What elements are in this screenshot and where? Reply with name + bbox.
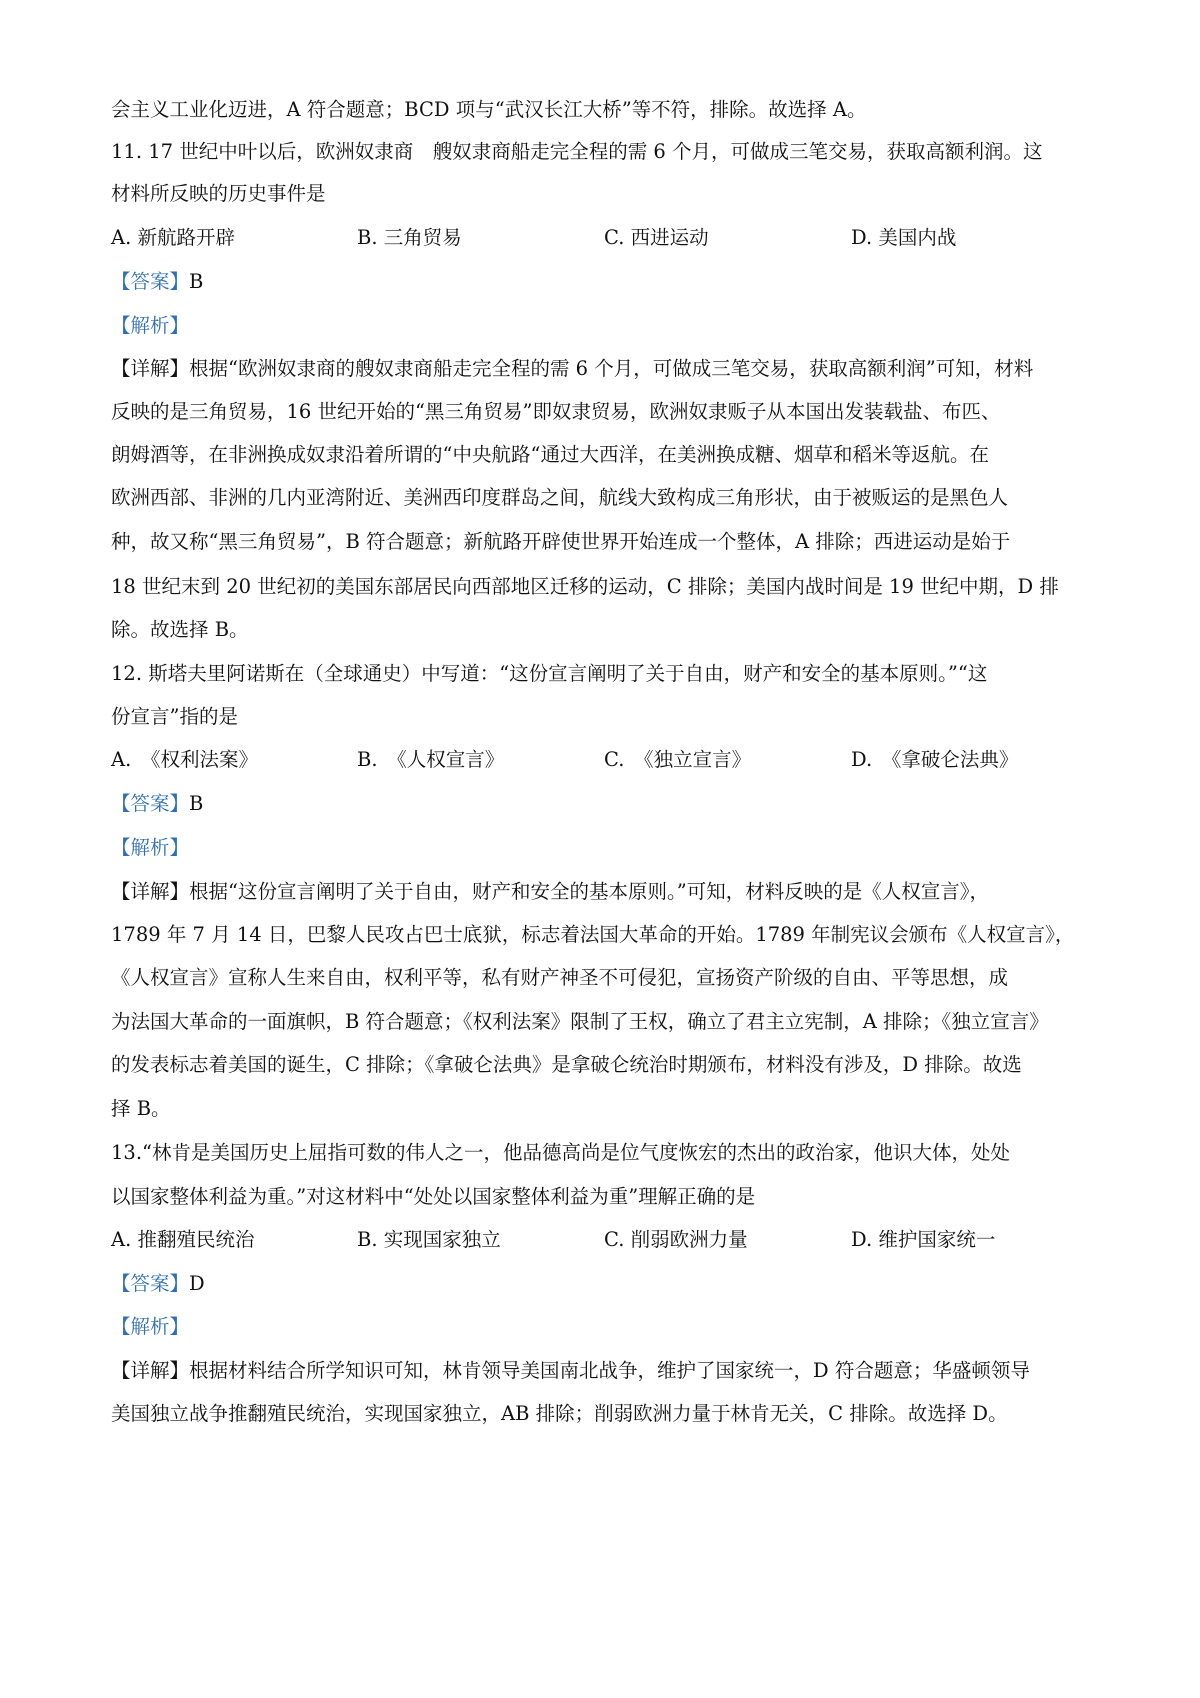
q13-analysis [111, 1315, 1101, 1339]
q13-option-c: C. 削弱欧洲力量 [604, 1228, 748, 1251]
q12-detail-line-6: 择 B。 [111, 1097, 171, 1120]
q13-option-d: D. 维护国家统一 [851, 1228, 996, 1251]
q12-analysis [111, 836, 1101, 860]
q13-stem-line-1: 13.“林肯是美国历史上屈指可数的伟人之一，他品德高尚是位气度恢宏的杰出的政治家，他识大体，处处 [111, 1141, 1010, 1164]
q11-stem-line-1: 11. 17 世纪中叶以后，欧洲奴隶商 艘奴隶商船走完全程的需 6 个月，可做成三笔交易，获取高额利润。这 [111, 140, 1043, 163]
q13-option-b: B. 实现国家独立 [357, 1228, 501, 1251]
detail-tag: 【详解】 [111, 1359, 190, 1382]
q12-answer [111, 792, 1101, 816]
answer-value: B [189, 792, 204, 815]
q12-detail-line-5: 的发表标志着美国的诞生，C 排除；《拿破仑法典》是拿破仑统治时期颁布，材料没有涉及，D 排除。故选 [111, 1053, 1022, 1076]
q12-detail-line-2: 1789 年 7 月 14 日，巴黎人民攻占巴士底狱，标志着法国大革命的开始。1789 年制宪议会颁布《人权宣言》， [111, 923, 1075, 946]
q12-option-c: C. 《独立宣言》 [604, 748, 752, 771]
q12-option-b: B. 《人权宣言》 [357, 748, 505, 771]
detail-tag: 【详解】 [111, 357, 190, 380]
detail-tag: 【详解】 [111, 880, 190, 903]
q11-detail-line-3: 朗姆酒等，在非洲换成奴隶沿着所谓的“中央航路“通过大西洋，在美洲换成糖、烟草和稻米等返航。在 [111, 443, 989, 466]
analysis-tag: 【解析】 [111, 314, 190, 337]
answer-value: B [189, 270, 204, 293]
q12-detail-line-4: 为法国大革命的一面旗帜，B 符合题意；《权利法案》限制了王权，确立了君主立宪制，A 排除；《独立宣言》 [111, 1010, 1049, 1033]
q11-detail-line-2: 反映的是三角贸易，16 世纪开始的“黑三角贸易”即奴隶贸易，欧洲奴隶贩子从本国出发装载盐、布匹、 [111, 400, 1001, 423]
q13-option-a: A. 推翻殖民统治 [111, 1228, 255, 1251]
answer-tag: 【答案】 [111, 270, 190, 293]
q12-option-a: A. 《权利法案》 [111, 748, 259, 771]
answer-tag: 【答案】 [111, 792, 190, 815]
q11-detail-line-5: 种，故又称“黑三角贸易”，B 符合题意；新航路开辟使世界开始连成一个整体，A 排除；西进运动是始于 [111, 530, 1011, 553]
q12-stem-line-2: 份宣言”指的是 [111, 705, 238, 728]
detail-text: 根据“欧洲奴隶商的艘奴隶商船走完全程的需 6 个月，可做成三笔交易，获取高额利润”可知，材料 [189, 357, 1034, 380]
q11-detail-line-4: 欧洲西部、非洲的几内亚湾附近、美洲西印度群岛之间，航线大致构成三角形状，由于被贩运的是黑色人 [111, 486, 1009, 509]
q11-detail-line-1 [111, 357, 1101, 381]
q12-detail-line-1 [111, 880, 1101, 904]
q11-answer [111, 270, 1101, 294]
q11-option-d: D. 美国内战 [851, 226, 957, 249]
q11-option-a: A. 新航路开辟 [111, 226, 235, 249]
q13-detail-line-1 [111, 1359, 1101, 1383]
q13-stem-line-2: 以国家整体利益为重。”对这材料中“处处以国家整体利益为重”理解正确的是 [111, 1185, 756, 1208]
analysis-tag: 【解析】 [111, 836, 190, 859]
analysis-tag: 【解析】 [111, 1315, 190, 1338]
q13-answer [111, 1272, 1101, 1296]
detail-text: 根据“这份宣言阐明了关于自由，财产和安全的基本原则。”可知，材料反映的是《人权宣言》， [189, 880, 989, 903]
q11-detail-line-6: 18 世纪末到 20 世纪初的美国东部居民向西部地区迁移的运动，C 排除；美国内战时间是 19 世纪中期，D 排 [111, 575, 1059, 598]
answer-tag: 【答案】 [111, 1272, 190, 1295]
q12-option-d: D. 《拿破仑法典》 [851, 748, 1019, 771]
q12-detail-line-3: 《人权宣言》宣称人生来自由，权利平等，私有财产神圣不可侵犯，宣扬资产阶级的自由、平等思想，成 [111, 966, 1009, 989]
q11-option-b: B. 三角贸易 [357, 226, 462, 249]
detail-text: 根据材料结合所学知识可知，林肯领导美国南北战争，维护了国家统一，D 符合题意；华盛顿领导 [189, 1359, 1030, 1382]
q12-stem-line-1: 12. 斯塔夫里阿诺斯在（全球通史）中写道：“这份宣言阐明了关于自由，财产和安全的基本原则。”“这 [111, 662, 988, 685]
continuation-text: 会主义工业化迈进，A 符合题意；BCD 项与“武汉长江大桥”等不符，排除。故选择 A。 [111, 98, 867, 121]
q11-stem-line-2: 材料所反映的历史事件是 [111, 182, 326, 205]
q11-option-c: C. 西进运动 [604, 226, 709, 249]
q13-detail-line-2: 美国独立战争推翻殖民统治，实现国家独立，AB 排除；削弱欧洲力量于林肯无关，C 排除。故选择 D。 [111, 1402, 1008, 1425]
answer-value: D [189, 1272, 205, 1295]
q11-detail-line-7: 除。故选择 B。 [111, 618, 249, 641]
q11-analysis [111, 314, 1101, 338]
